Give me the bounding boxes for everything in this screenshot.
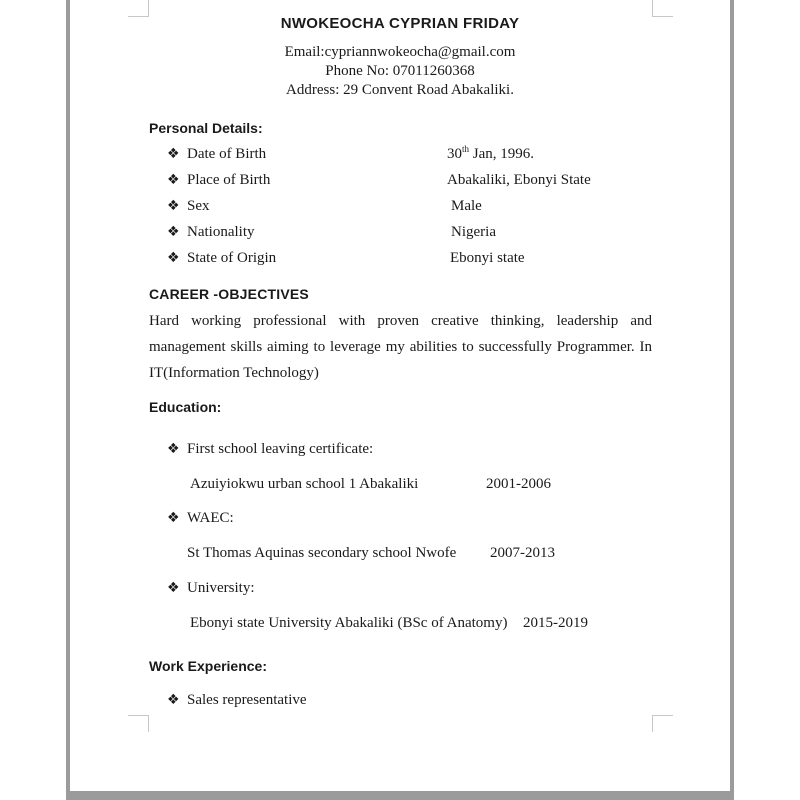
- personal-label-state: State of Origin: [187, 250, 277, 266]
- bullet-icon: ❖: [167, 510, 180, 526]
- resume-name: NWOKEOCHA CYPRIAN FRIDAY: [280, 15, 520, 32]
- document-page: [70, 0, 730, 791]
- bullet-icon: ❖: [167, 198, 180, 214]
- work-item-title: Sales representative: [187, 692, 307, 708]
- bullet-icon: ❖: [167, 250, 180, 266]
- personal-value-sex: Male: [451, 198, 482, 214]
- bullet-icon: ❖: [167, 692, 180, 708]
- personal-label-pob: Place of Birth: [187, 172, 271, 188]
- margin-corner-bottom-right: [652, 715, 673, 732]
- education-title: WAEC:: [187, 510, 234, 526]
- contact-email: Email:cypriannwokeocha@gmail.com: [284, 44, 516, 60]
- education-school: Azuiyiokwu urban school 1 Abakaliki: [190, 476, 419, 492]
- section-heading-education: Education:: [149, 399, 222, 415]
- bullet-icon: ❖: [167, 224, 180, 240]
- education-years: 2015-2019: [523, 615, 588, 631]
- personal-label-sex: Sex: [187, 198, 210, 214]
- personal-value-dob: 30th Jan, 1996.: [447, 144, 535, 162]
- bullet-icon: ❖: [167, 146, 180, 162]
- bullet-icon: ❖: [167, 441, 180, 457]
- education-title: University:: [187, 580, 255, 596]
- personal-label-nationality: Nationality: [187, 224, 255, 240]
- section-heading-career: CAREER -OBJECTIVES: [149, 286, 309, 302]
- career-objective-text: Hard working professional with proven creative thinking, leadership and management skills aiming to leverage my abilities to successfully Programmer. In IT(Information Technology): [149, 313, 652, 381]
- personal-value-nationality: Nigeria: [451, 224, 496, 240]
- education-title: First school leaving certificate:: [187, 441, 374, 457]
- margin-corner-bottom-left: [128, 715, 149, 732]
- contact-phone: Phone No: 07011260368: [325, 63, 475, 79]
- section-heading-work: Work Experience:: [149, 658, 268, 674]
- contact-address: Address: 29 Convent Road Abakaliki.: [286, 82, 514, 98]
- education-school: Ebonyi state University Abakaliki (BSc of Anatomy): [190, 615, 508, 631]
- personal-value-pob: Abakaliki, Ebonyi State: [447, 172, 591, 188]
- education-years: 2007-2013: [490, 545, 555, 561]
- bullet-icon: ❖: [167, 580, 180, 596]
- education-school: St Thomas Aquinas secondary school Nwofe: [187, 545, 457, 561]
- section-heading-personal: Personal Details:: [149, 120, 263, 136]
- education-years: 2001-2006: [486, 476, 551, 492]
- personal-label-dob: Date of Birth: [187, 146, 267, 162]
- bullet-icon: ❖: [167, 172, 180, 188]
- personal-value-state: Ebonyi state: [450, 250, 525, 266]
